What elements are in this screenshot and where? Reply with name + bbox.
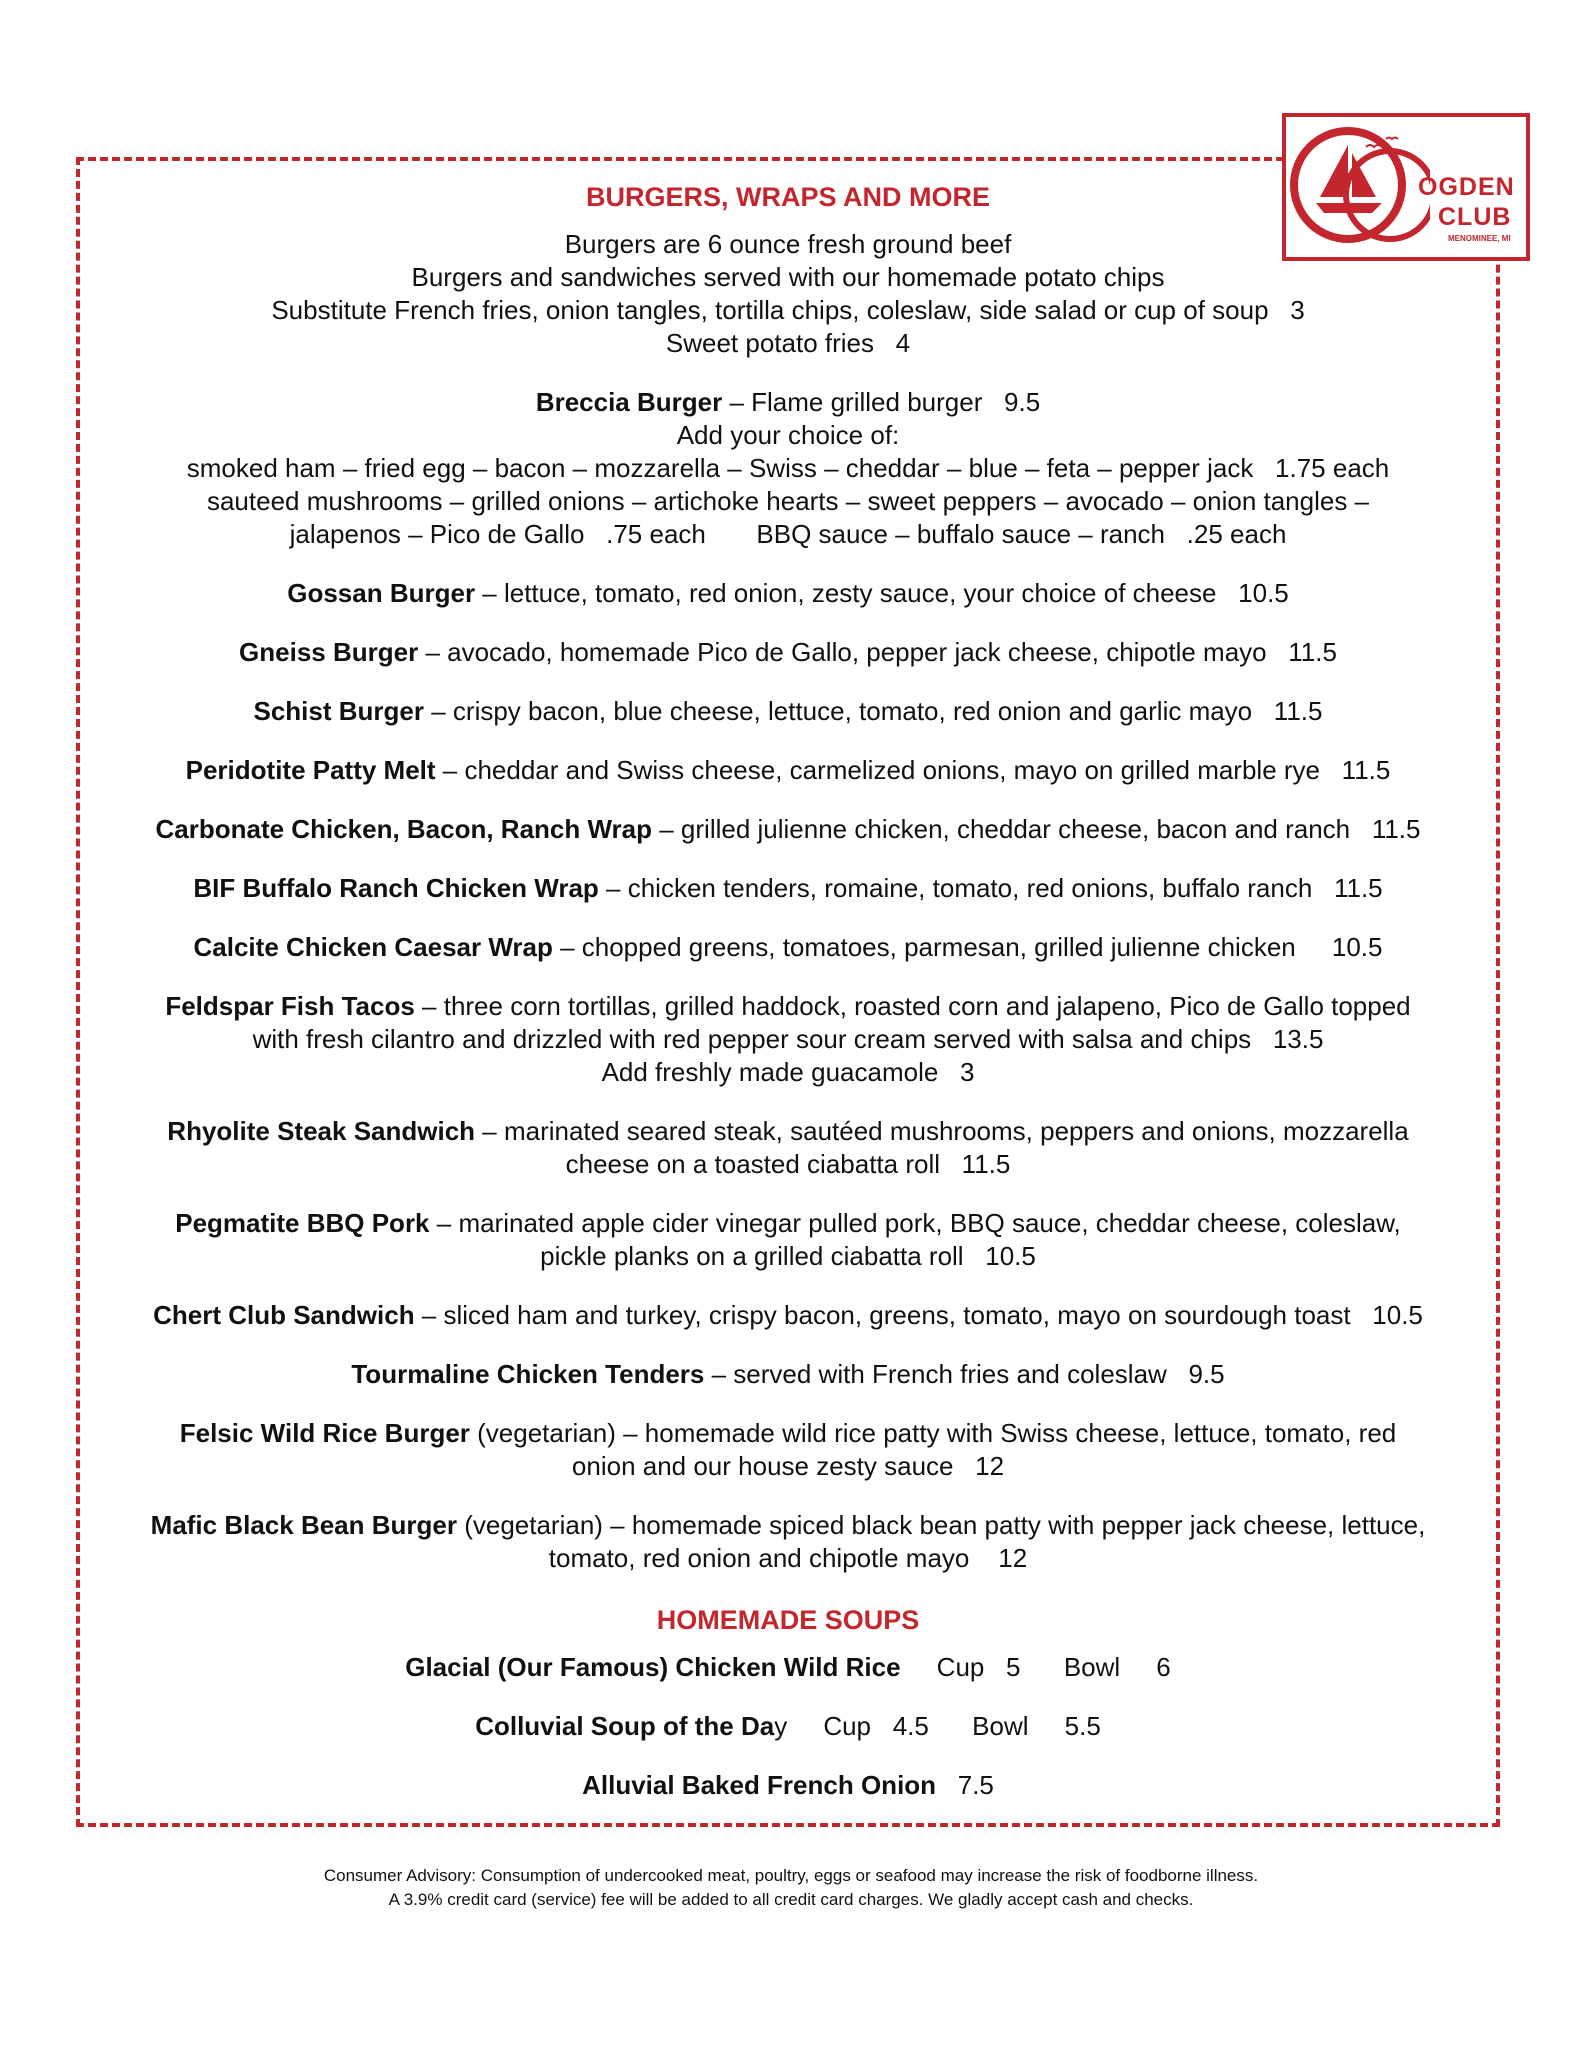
menu-item [86, 754, 1490, 787]
menu-item-pegmatite [86, 1207, 1490, 1240]
footer-advisory [0, 1864, 1582, 1912]
menu-item-felsic [86, 1417, 1490, 1450]
soup-name: Glacial (Our Famous) Chicken Wild Rice [405, 1652, 901, 1682]
soup-price: 7.5 [936, 1770, 994, 1800]
item-name: Peridotite Patty Melt [185, 755, 436, 785]
menu-item-rhyolite [86, 1115, 1490, 1148]
item-desc: – lettuce, tomato, red onion, zesty sauce, your choice of cheese 10.5 [475, 578, 1289, 608]
menu-item [86, 636, 1490, 669]
item-desc: – served with French fries and coleslaw 9.5 [704, 1359, 1225, 1389]
item-desc-cont: onion and our house zesty sauce 12 [571, 1451, 1005, 1481]
item-name: Mafic Black Bean Burger [150, 1510, 457, 1540]
soup-item-glacial [86, 1651, 1490, 1684]
item-name: BIF Buffalo Ranch Chicken Wrap [193, 873, 599, 903]
menu-item-tourmaline [86, 1358, 1490, 1391]
item-desc: – three corn tortillas, grilled haddock, roasted corn and jalapeno, Pico de Gallo topped [414, 991, 1411, 1021]
item-desc: – cheddar and Swiss cheese, carmelized onions, mayo on grilled marble rye 11.5 [435, 755, 1391, 785]
item-name: Feldspar Fish Tacos [165, 991, 415, 1021]
footer-line: A 3.9% credit card (service) fee will be added to all credit card charges. We gladly accept cash and checks. [388, 1890, 1194, 1909]
addon-line: sauteed mushrooms – grilled onions – artichoke hearts – sweet peppers – avocado – onion tangles – [206, 486, 1370, 516]
item-desc: – chopped greens, tomatoes, parmesan, grilled julienne chicken 10.5 [552, 932, 1383, 962]
logo-name-line1: OGDEN [1418, 173, 1515, 201]
item-name: Rhyolite Steak Sandwich [167, 1116, 476, 1146]
item-name: Felsic Wild Rice Burger [179, 1418, 470, 1448]
item-name: Breccia Burger [535, 387, 723, 417]
soup-prices: Cup 4.5 Bowl 5.5 [787, 1711, 1101, 1741]
item-desc-cont: with fresh cilantro and drizzled with red pepper sour cream served with salsa and chips 13.5 [252, 1024, 1324, 1054]
burgers-intro-line: Burgers and sandwiches served with our homemade potato chips [411, 262, 1165, 292]
menu-item [86, 931, 1490, 964]
item-desc: (vegetarian) – homemade wild rice patty with Swiss cheese, lettuce, tomato, red [469, 1418, 1397, 1448]
item-desc-cont: tomato, red onion and chipotle mayo 12 [548, 1543, 1028, 1573]
item-desc: – crispy bacon, blue cheese, lettuce, tomato, red onion and garlic mayo 11.5 [424, 696, 1323, 726]
item-name: Calcite Chicken Caesar Wrap [193, 932, 553, 962]
item-desc-cont: pickle planks on a grilled ciabatta roll 10.5 [540, 1241, 1036, 1271]
item-desc: – marinated apple cider vinegar pulled pork, BBQ sauce, cheddar cheese, coleslaw, [429, 1208, 1401, 1238]
burgers-intro-line: Sweet potato fries 4 [665, 328, 911, 358]
item-desc: – sliced ham and turkey, crispy bacon, greens, tomato, mayo on sourdough toast 10.5 [414, 1300, 1423, 1330]
item-desc-cont: cheese on a toasted ciabatta roll 11.5 [565, 1149, 1011, 1179]
item-name: Tourmaline Chicken Tenders [351, 1359, 705, 1389]
item-name: Gossan Burger [287, 578, 476, 608]
soup-prices: Cup 5 Bowl 6 [900, 1652, 1171, 1682]
item-desc: (vegetarian) – homemade spiced black bean patty with pepper jack cheese, lettuce, [456, 1510, 1426, 1540]
addon-line: smoked ham – fried egg – bacon – mozzarella – Swiss – cheddar – blue – feta – pepper jack 1.75 each [186, 453, 1390, 483]
burgers-intro-line: Substitute French fries, onion tangles, tortilla chips, coleslaw, side salad or cup of soup 3 [271, 295, 1305, 325]
item-name: Schist Burger [253, 696, 424, 726]
item-name: Pegmatite BBQ Pork [175, 1208, 430, 1238]
menu-content [86, 180, 1490, 1802]
menu-item-feldspar [86, 990, 1490, 1023]
item-desc: – Flame grilled burger 9.5 [722, 387, 1041, 417]
item-addon: Add freshly made guacamole 3 [601, 1057, 975, 1087]
soups-section [86, 1603, 1490, 1802]
item-desc: – chicken tenders, romaine, tomato, red onions, buffalo ranch 11.5 [598, 873, 1383, 903]
item-name: Gneiss Burger [239, 637, 419, 667]
menu-item [86, 813, 1490, 846]
soup-item-colluvial [86, 1710, 1490, 1743]
addon-line: jalapenos – Pico de Gallo .75 each BBQ sauce – buffalo sauce – ranch .25 each [289, 519, 1287, 549]
item-name: Chert Club Sandwich [153, 1300, 415, 1330]
footer-line: Consumer Advisory: Consumption of undercooked meat, poultry, eggs or seafood may increase the risk of foodborne illness. [323, 1866, 1259, 1885]
menu-item-mafic [86, 1509, 1490, 1542]
item-desc: – avocado, homemade Pico de Gallo, pepper jack cheese, chipotle mayo 11.5 [418, 637, 1337, 667]
menu-item-breccia [86, 386, 1490, 419]
burgers-section-title: BURGERS, WRAPS AND MORE [585, 182, 990, 212]
logo-name-line2: CLUB [1438, 203, 1512, 231]
menu-item [86, 695, 1490, 728]
soup-name: Alluvial Baked French Onion [582, 1770, 937, 1800]
menu-item [86, 872, 1490, 905]
soups-section-title: HOMEMADE SOUPS [656, 1605, 920, 1635]
soup-name-tail: y [774, 1711, 788, 1741]
item-desc: – marinated seared steak, sautéed mushrooms, peppers and onions, mozzarella [475, 1116, 1409, 1146]
item-name: Carbonate Chicken, Bacon, Ranch Wrap [155, 814, 653, 844]
addon-intro: Add your choice of: [676, 420, 900, 450]
menu-item [86, 577, 1490, 610]
soup-item-alluvial [86, 1769, 1490, 1802]
menu-item-chert [86, 1299, 1490, 1332]
burgers-intro-line: Burgers are 6 ounce fresh ground beef [564, 229, 1012, 259]
item-desc: – grilled julienne chicken, cheddar cheese, bacon and ranch 11.5 [652, 814, 1421, 844]
soup-name: Colluvial Soup of the Da [475, 1711, 775, 1741]
logo-town: MENOMINEE, MI [1448, 234, 1511, 243]
